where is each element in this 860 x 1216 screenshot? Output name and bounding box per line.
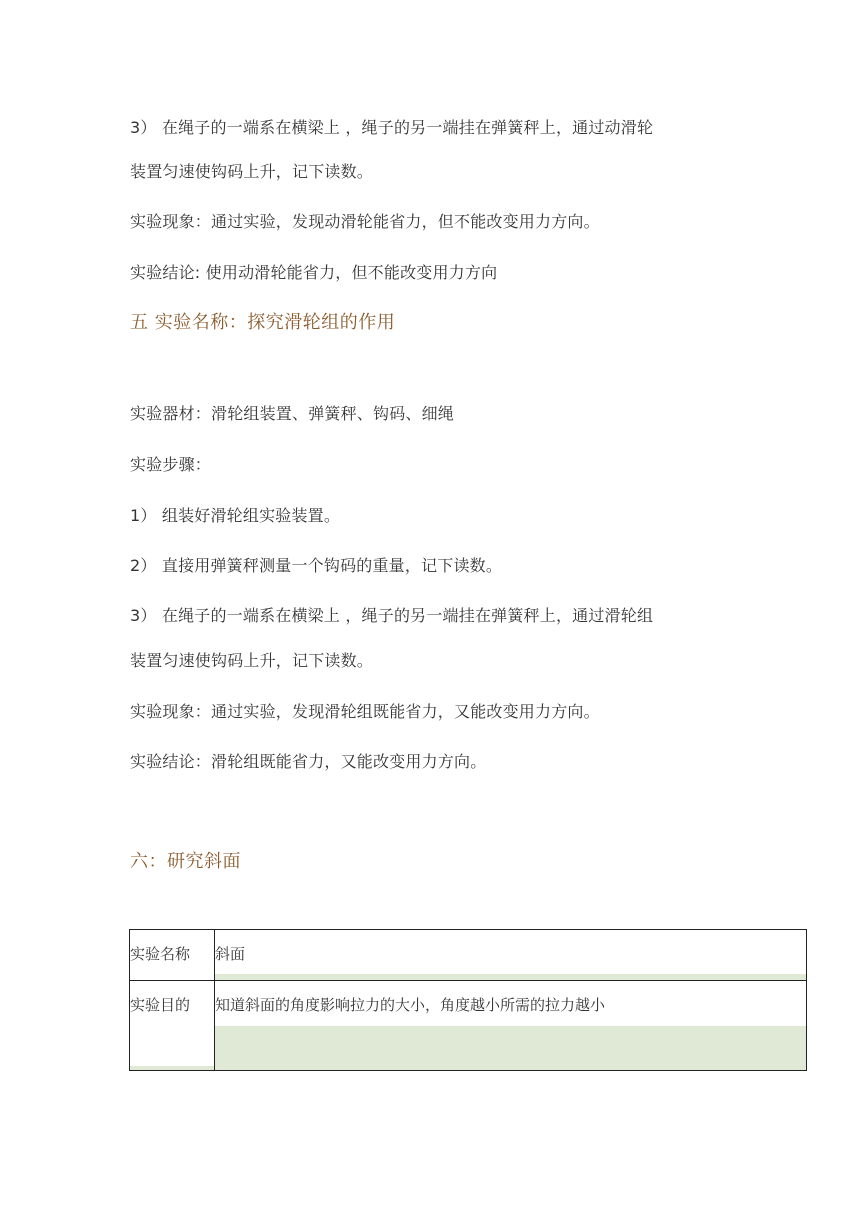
experiment-table xyxy=(129,929,807,1071)
cell-shading xyxy=(215,1026,806,1070)
experiment-name-label: 实验名称 xyxy=(130,945,191,963)
cell-shading xyxy=(130,1066,214,1070)
section4-phenomenon: 实验现象：通过实验，发现动滑轮能省力，但不能改变用力方向。 xyxy=(130,212,600,231)
section4-step3-line1: 3） 在绳子的一端系在横梁上 ，绳子的另一端挂在弹簧秤上，通过动滑轮 xyxy=(130,118,654,137)
experiment-purpose-label: 实验目的 xyxy=(130,996,191,1014)
section5-step3-line1: 3） 在绳子的一端系在横梁上 ，绳子的另一端挂在弹簧秤上，通过滑轮组 xyxy=(130,606,654,625)
section5-step1: 1） 组装好滑轮组实验装置。 xyxy=(130,506,341,525)
section5-conclusion: 实验结论：滑轮组既能省力，又能改变用力方向。 xyxy=(130,752,487,771)
table-cell-label xyxy=(130,930,215,980)
table-cell-label xyxy=(130,981,215,1070)
table-cell-value xyxy=(215,981,806,1070)
table-row xyxy=(130,930,806,981)
table-row xyxy=(130,981,806,1070)
section4-step3-line2: 装置匀速使钩码上升，记下读数。 xyxy=(130,162,374,181)
section5-step2: 2） 直接用弹簧秤测量一个钩码的重量，记下读数。 xyxy=(130,556,503,575)
section5-step3-line2: 装置匀速使钩码上升，记下读数。 xyxy=(130,651,374,670)
section5-heading: 五 实验名称：探究滑轮组的作用 xyxy=(130,312,396,333)
section6-heading: 六：研究斜面 xyxy=(130,851,241,872)
section5-steps-label: 实验步骤： xyxy=(130,455,212,474)
cell-shading xyxy=(215,974,806,980)
section4-conclusion: 实验结论: 使用动滑轮能省力，但不能改变用力方向 xyxy=(130,263,498,282)
section5-phenomenon: 实验现象：通过实验，发现滑轮组既能省力，又能改变用力方向。 xyxy=(130,702,600,721)
experiment-name-value: 斜面 xyxy=(215,945,246,963)
section5-equipment: 实验器材：滑轮组装置、弹簧秤、钩码、细绳 xyxy=(130,404,455,423)
table-cell-value xyxy=(215,930,806,980)
cell-blank xyxy=(130,1026,214,1066)
experiment-purpose-value: 知道斜面的角度影响拉力的大小，角度越小所需的拉力越小 xyxy=(215,996,606,1014)
